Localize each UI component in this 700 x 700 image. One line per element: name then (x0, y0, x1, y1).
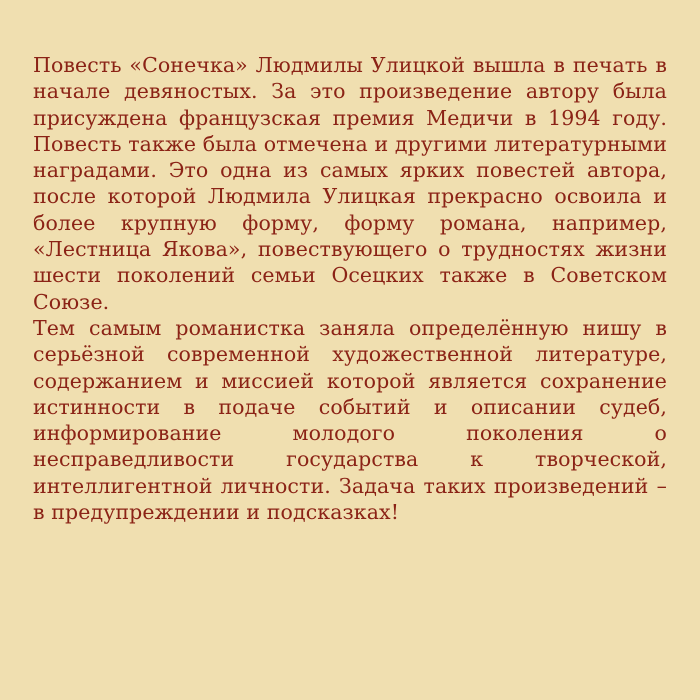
paragraph-1: Повесть «Сонечка» Людмилы Улицкой вышла в печать в начале девяностых. За это произведение автору была присуждена французская премия Медичи в 1994 году. Повесть также была отмечена и другими литературными наградами. Это одна из самых ярких повестей автора, после которой Людмила Улицкая прекрасно освоила и более крупную форму, форму романа, например, «Лестница Якова», повествующего о трудностях жизни шести поколений семьи Осецких также в Советском Союзе. (33, 53, 667, 314)
paragraph-2: Тем самым романистка заняла определённую нишу в серьёзной современной художественной литературе, содержанием и миссией которой является сохранение истинности в подаче событий и описании судеб, информирование молодого поколения о несправедливости государства к творческой, интеллигентной личности. Задача таких произведений – в предупреждении и подсказках! (33, 315, 667, 525)
article-text (33, 52, 667, 525)
